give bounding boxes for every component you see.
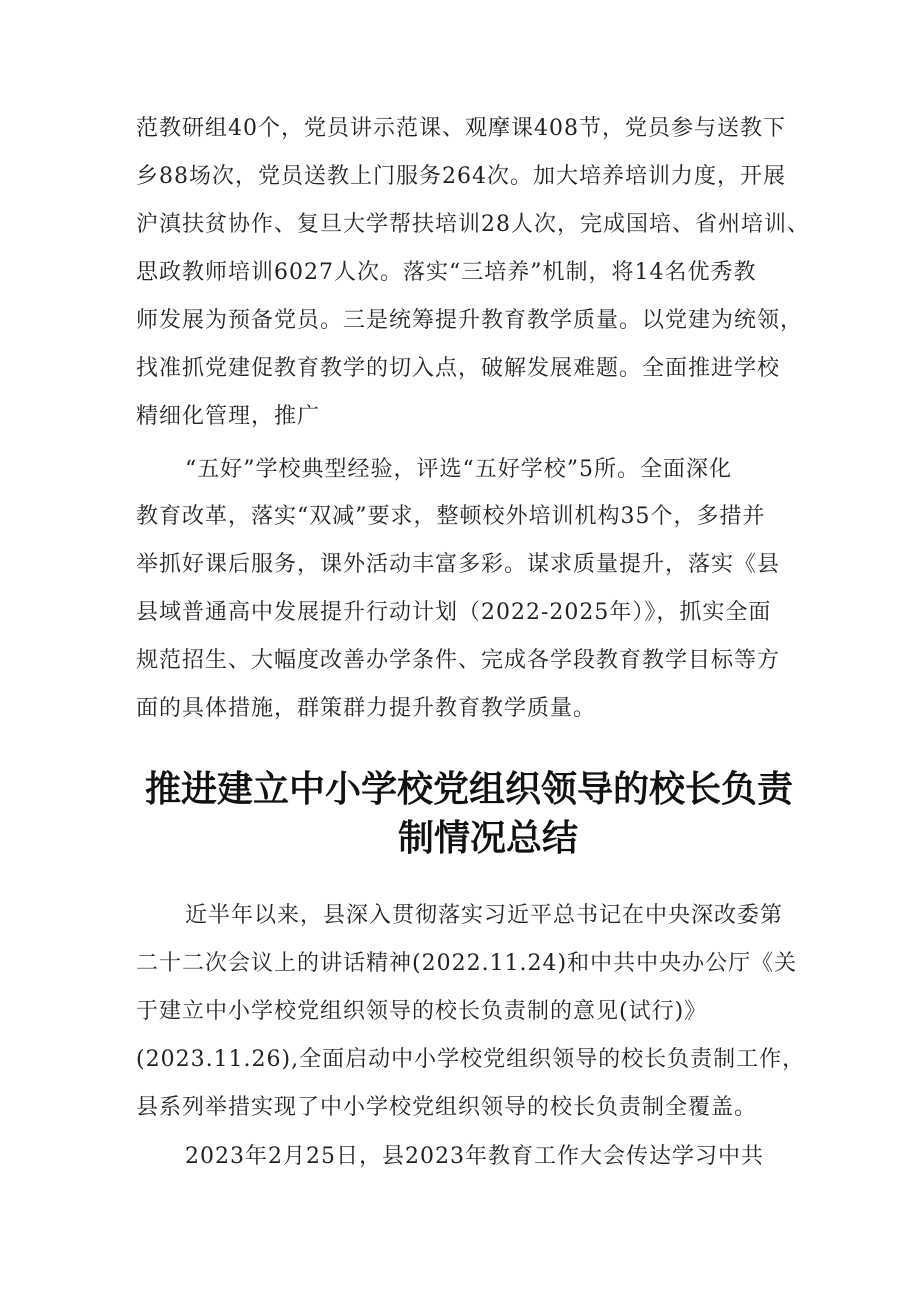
paragraph-line: 县系列举措实现了中小学校党组织领导的校长负责制全覆盖。 — [136, 1095, 758, 1120]
paragraph-line: 思政教师培训6027人次。落实“三培养”机制，将14名优秀教 — [136, 260, 757, 285]
paragraph-line: (2023.11.26),全面启动中小学校党组织领导的校长负责制工作， — [136, 1047, 806, 1072]
document-title-line: 推进建立中小学校党组织领导的校长负责 — [145, 769, 794, 810]
paragraph-line: 于建立中小学校党组织领导的校长负责制的意见(试行)》 — [136, 999, 708, 1024]
paragraph-line: 沪滇扶贫协作、复旦大学帮扶培训28人次，完成国培、省州培训、 — [136, 212, 810, 237]
paragraph-line: 找准抓党建促教育教学的切入点，破解发展难题。全面推进学校 — [136, 356, 781, 381]
paragraph-line: 规范招生、大幅度改善办学条件、完成各学段教育教学目标等方 — [136, 648, 781, 673]
paragraph-line: 举抓好课后服务，课外活动丰富多彩。谋求质量提升，落实《县 — [136, 552, 781, 577]
paragraph-line: 2023年2月25日，县2023年教育工作大会传达学习中共 — [185, 1144, 764, 1169]
paragraph-line: 精细化管理，推广 — [136, 404, 321, 429]
paragraph-line: 二十二次会议上的讲话精神(2022.11.24)和中共中央办公厅《关 — [136, 951, 798, 976]
paragraph-line: 近半年以来，县深入贯彻落实习近平总书记在中央深改委第 — [185, 903, 784, 928]
paragraph-line: 教育改革，落实“双减”要求，整顿校外培训机构35个，多措并 — [136, 504, 766, 529]
paragraph-line: 县域普通高中发展提升行动计划（2022-2025年）》，抓实全面 — [136, 600, 772, 625]
paragraph-line: 面的具体措施，群策群力提升教育教学质量。 — [136, 696, 597, 721]
paragraph-line: “五好”学校典型经验，评选“五好学校”5所。全面深化 — [185, 457, 732, 482]
paragraph-line: 范教研组40个，党员讲示范课、观摩课408节，党员参与送教下 — [136, 116, 786, 141]
paragraph-line: 师发展为预备党员。三是统筹提升教育教学质量。以党建为统领， — [136, 308, 804, 333]
paragraph-line: 乡88场次，党员送教上门服务264次。加大培养培训力度，开展 — [136, 164, 786, 189]
document-title-line: 制情况总结 — [398, 818, 579, 859]
